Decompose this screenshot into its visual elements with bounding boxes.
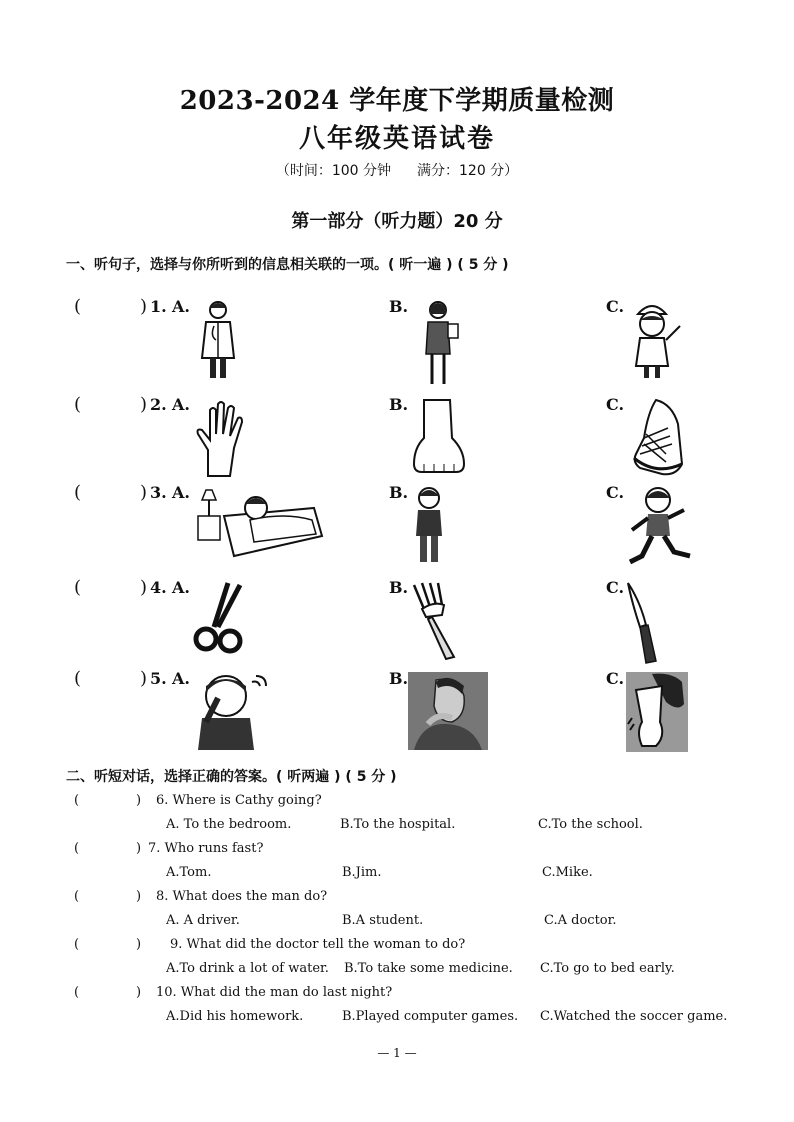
question-number: 2. [150, 395, 167, 414]
answer-blank[interactable]: ( [74, 296, 82, 317]
option-c: C.To the school. [538, 817, 643, 832]
answer-blank[interactable]: ( [74, 937, 80, 952]
answer-blank[interactable]: ( [74, 793, 80, 808]
listening-question-5: ( ) 5. A. B. C. [0, 668, 794, 758]
listening-question-2: ( ) 2. A. B. C. [0, 394, 794, 484]
option-b-label: B. [389, 297, 409, 316]
question-number: 5. [150, 669, 167, 688]
answer-blank[interactable]: ( [74, 482, 82, 503]
section2-heading: 二、听短对话，选择正确的答案。( 听两遍 ) ( 5 分 ) [66, 769, 397, 785]
option-c-label: C. [606, 483, 625, 502]
question-number: 4. [150, 578, 167, 597]
option-c: C.Mike. [542, 865, 593, 880]
section1-heading: 一、听句子，选择与你所听到的信息相关联的一项。( 听一遍 ) ( 5 分 ) [66, 257, 509, 273]
option-c-label: C. [606, 297, 625, 316]
exam-title: 2023-2024 学年度下学期质量检测 [179, 86, 615, 116]
foot-icon [410, 398, 468, 474]
fork-icon [410, 581, 462, 661]
knife-icon [622, 581, 662, 667]
teacher-icon [420, 300, 464, 388]
answer-blank[interactable]: ( [74, 889, 80, 904]
answer-blank[interactable]: ( [74, 577, 82, 598]
option-c-label: C. [606, 395, 625, 414]
standing-boy-icon [412, 486, 446, 566]
exam-score: 满分：120 分） [417, 163, 519, 179]
option-b: B.Jim. [342, 865, 382, 880]
shoe-icon [626, 398, 686, 478]
option-c: C.Watched the soccer game. [540, 1009, 728, 1024]
answer-blank[interactable]: ( [74, 394, 82, 415]
option-c-label: C. [606, 578, 625, 597]
option-a-label: A. [172, 578, 190, 597]
answer-blank[interactable]: ( [74, 841, 80, 856]
option-c-label: C. [606, 669, 625, 688]
listening-question-3: ( ) 3. A. B. C. [0, 482, 794, 572]
headache-boy-icon [194, 672, 270, 750]
option-b: B.To the hospital. [340, 817, 456, 832]
exam-subject-title: 八年级英语试卷 [298, 124, 495, 154]
question-text: 8. What does the man do? [156, 889, 328, 904]
listening-question-4: ( ) 4. A. B. C. [0, 577, 794, 667]
option-a-label: A. [172, 297, 190, 316]
question-text: 6. Where is Cathy going? [156, 793, 322, 808]
exam-info [0, 160, 794, 180]
option-c: C.To go to bed early. [540, 961, 675, 976]
running-boy-icon [624, 486, 694, 572]
hand-icon [192, 398, 248, 478]
option-c: C.A doctor. [544, 913, 617, 928]
option-b: B.To take some medicine. [344, 961, 513, 976]
listening-question-1: ( ) 1. A. B. C. [0, 296, 794, 386]
question-text: 10. What did the man do last night? [156, 985, 393, 1000]
doctor-icon [196, 300, 240, 382]
scissors-icon [192, 581, 246, 657]
option-b-label: B. [389, 395, 409, 414]
question-text: 9. What did the doctor tell the woman to do? [170, 937, 466, 952]
option-a-label: A. [172, 669, 190, 688]
option-a: A.To drink a lot of water. [166, 961, 329, 976]
option-a-label: A. [172, 395, 190, 414]
sore-neck-man-icon [408, 672, 488, 750]
question-number: 1. [150, 297, 167, 316]
option-b-label: B. [389, 483, 409, 502]
exam-time: （时间：100 分钟 [275, 163, 391, 179]
option-b-label: B. [389, 578, 409, 597]
option-a: A.Tom. [166, 865, 212, 880]
option-a: A.Did his homework. [166, 1009, 304, 1024]
option-b: B.A student. [342, 913, 424, 928]
sleeping-boy-icon [194, 486, 326, 562]
option-a: A. A driver. [166, 913, 240, 928]
hurt-foot-icon [626, 672, 688, 752]
option-a: A. To the bedroom. [166, 817, 292, 832]
question-number: 3. [150, 483, 167, 502]
option-b: B.Played computer games. [342, 1009, 519, 1024]
option-a-label: A. [172, 483, 190, 502]
option-b-label: B. [389, 669, 409, 688]
nurse-icon [628, 300, 684, 382]
answer-blank[interactable]: ( [74, 985, 80, 1000]
answer-blank[interactable]: ( [74, 668, 82, 689]
part1-title: 第一部分（听力题）20 分 [291, 211, 503, 232]
question-text: 7. Who runs fast? [148, 841, 264, 856]
page-number: — 1 — [377, 1046, 417, 1060]
